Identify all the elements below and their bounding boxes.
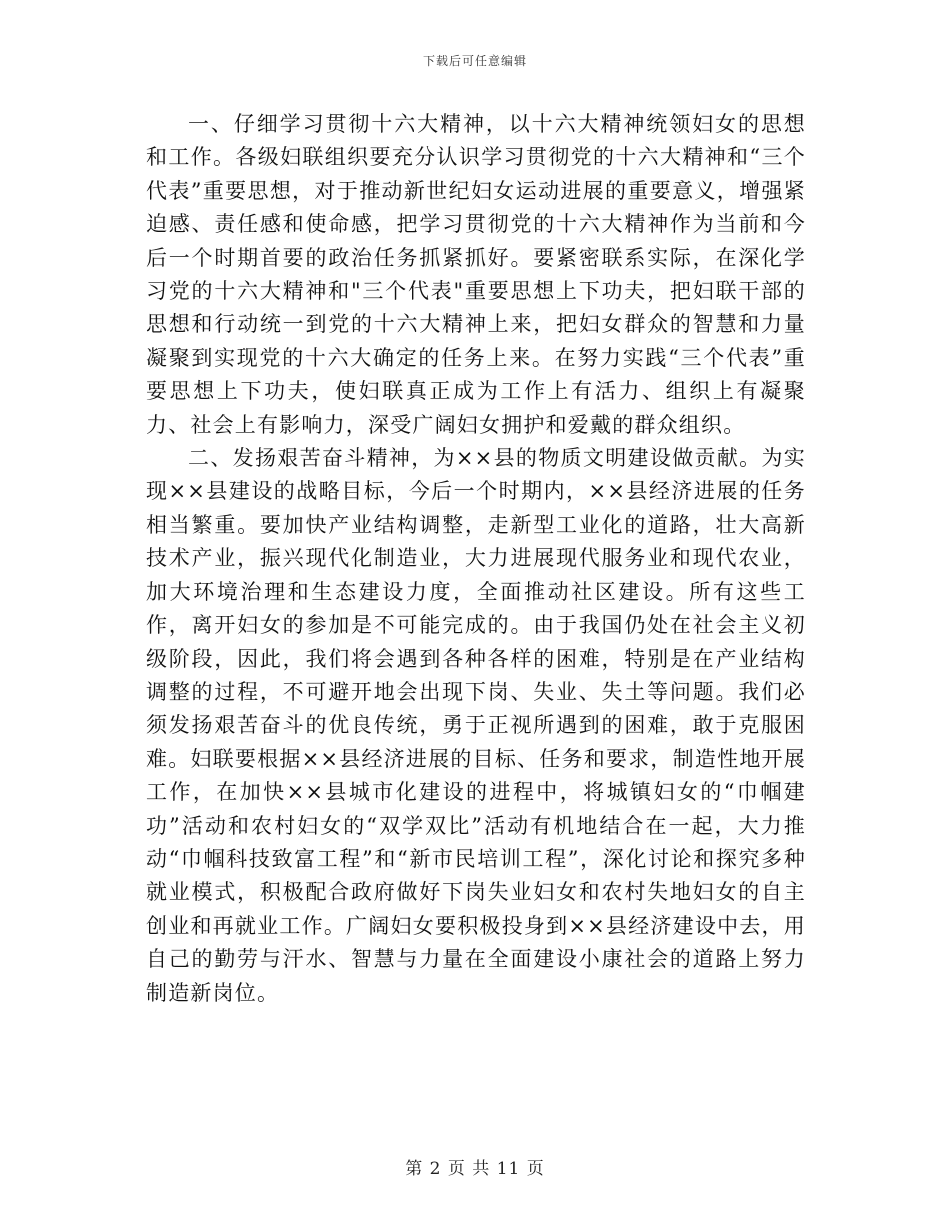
- page-footer-pagination: 第 2 页 共 11 页: [405, 1159, 545, 1179]
- document-body: [146, 108, 806, 1010]
- page-header: 下载后可任意编辑: [422, 54, 527, 68]
- paragraph-2: 二、发扬艰苦奋斗精神，为××县的物质文明建设做贡献。为实现××县建设的战略目标，今后一个时期内，××县经济进展的任务相当繁重。要加快产业结构调整，走新型工业化的道路，壮大高新技术产业，振兴现代化制造业，大力进展现代服务业和现代农业，加大环境治理和生态建设力度，全面推动社区建设。所有这些工作，离开妇女的参加是不可能完成的。由于我国仍处在社会主义初级阶段，因此，我们将会遇到各种各样的困难，特别是在产业结构调整的过程，不可避开地会出现下岗、失业、失土等问题。我们必须发扬艰苦奋斗的优良传统，勇于正视所遇到的困难，敢于克服困难。妇联要根据××县经济进展的目标、任务和要求，制造性地开展工作，在加快××县城市化建设的进程中，将城镇妇女的“巾帼建功”活动和农村妇女的“双学双比”活动有机地结合在一起，大力推动“巾帼科技致富工程”和“新市民培训工程”，深化讨论和探究多种就业模式，积极配合政府做好下岗失业妇女和农村失地妇女的自主创业和再就业工作。广阔妇女要积极投身到××县经济建设中去，用自己的勤劳与汗水、智慧与力量在全面建设小康社会的道路上努力制造新岗位。: [146, 446, 806, 1005]
- paragraph-1: 一、仔细学习贯彻十六大精神，以十六大精神统领妇女的思想和工作。各级妇联组织要充分认识学习贯彻党的十六大精神和“三个代表”重要思想，对于推动新世纪妇女运动进展的重要意义，增强紧迫感、责任感和使命感，把学习贯彻党的十六大精神作为当前和今后一个时期首要的政治任务抓紧抓好。要紧密联系实际，在深化学习党的十六大精神和"三个代表"重要思想上下功夫，把妇联干部的思想和行动统一到党的十六大精神上来，把妇女群众的智慧和力量凝聚到实现党的十六大确定的任务上来。在努力实践“三个代表”重要思想上下功夫，使妇联真正成为工作上有活力、组织上有凝聚力、社会上有影响力，深受广阔妇女拥护和爱戴的群众组织。: [146, 112, 806, 437]
